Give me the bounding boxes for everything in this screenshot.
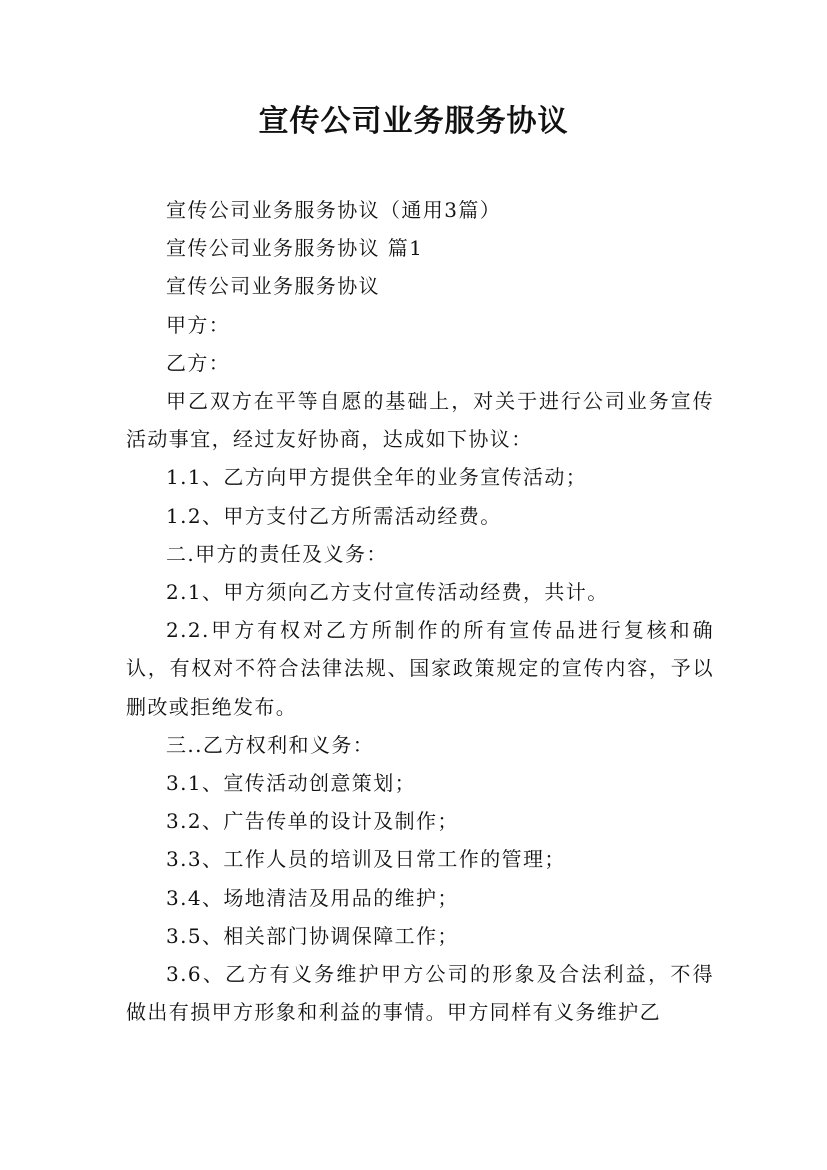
- paragraph-clause-3-3: 3.3、工作人员的培训及日常工作的管理；: [166, 847, 566, 872]
- document-body: [126, 191, 714, 1031]
- paragraph-clause-2-1: 2.1、甲方须向乙方支付宣传活动经费，共计。: [166, 580, 609, 605]
- paragraph-clause-3-1: 3.1、宣传活动创意策划；: [166, 771, 417, 796]
- paragraph-heading-3: 三..乙方权利和义务：: [166, 732, 375, 757]
- paragraph-agreement-name: 宣传公司业务服务协议: [166, 274, 380, 299]
- paragraph-party-a: 甲方：: [166, 312, 231, 337]
- paragraph-clause-2-2: 2.2.甲方有权对乙方所制作的所有宣传品进行复核和确认，有权对不符合法律法规、国家政策规定的宣传内容，予以删改或拒绝发布。: [126, 618, 714, 719]
- document-title: 宣传公司业务服务协议: [258, 104, 569, 139]
- paragraph-clause-3-2: 3.2、广告传单的设计及制作；: [166, 809, 459, 834]
- paragraph-clause-3-4: 3.4、场地清洁及用品的维护；: [166, 885, 459, 910]
- paragraph-party-b: 乙方：: [166, 350, 231, 375]
- paragraph-preamble: 甲乙双方在平等自愿的基础上，对关于进行公司业务宣传活动事宜，经过友好协商，达成如下协议：: [126, 389, 714, 452]
- paragraph-clause-3-6: 3.6、乙方有义务维护甲方公司的形象及合法利益，不得做出有损甲方形象和利益的事情。甲方同样有义务维护乙: [126, 962, 714, 1025]
- paragraph-clause-1-2: 1.2、甲方支付乙方所需活动经费。: [166, 503, 502, 528]
- paragraph-clause-3-5: 3.5、相关部门协调保障工作；: [166, 923, 459, 948]
- paragraph-heading-2: 二.甲方的责任及义务：: [166, 541, 388, 566]
- paragraph-subtitle: 宣传公司业务服务协议（通用3篇）: [166, 198, 502, 222]
- paragraph-clause-1-1: 1.1、乙方向甲方提供全年的业务宣传活动；: [166, 465, 588, 490]
- paragraph-section-heading: 宣传公司业务服务协议 篇1: [166, 236, 424, 261]
